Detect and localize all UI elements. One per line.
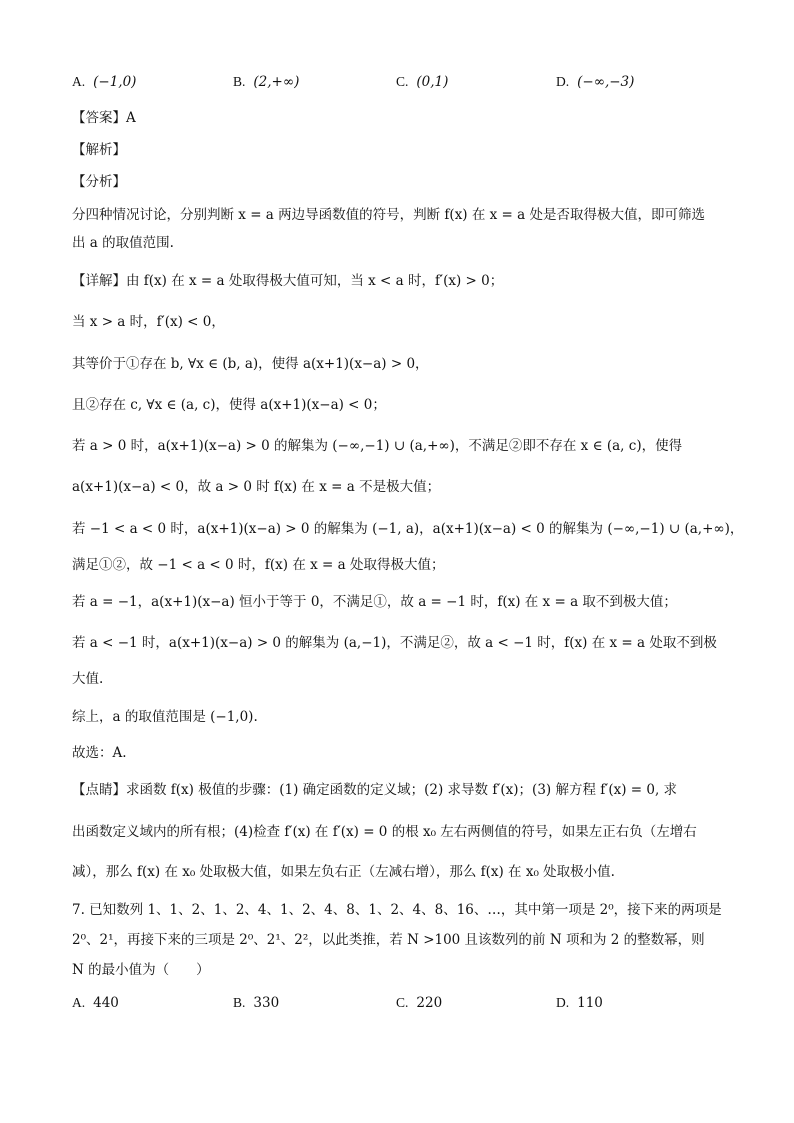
option-label: C. bbox=[396, 995, 409, 1010]
answer-line: 【答案】A bbox=[72, 110, 136, 126]
option-a bbox=[72, 72, 136, 92]
fenxi-heading: 【分析】 bbox=[72, 174, 126, 190]
question-7-line: N 的最小值为（ ） bbox=[72, 962, 210, 978]
option-value: 110 bbox=[577, 995, 603, 1011]
detail-line: 若 a = −1，a(x+1)(x−a) 恒小于等于 0，不满足①，故 a = −1 时，f(x) 在 x = a 取不到极大值； bbox=[72, 594, 677, 610]
analysis-heading: 【解析】 bbox=[72, 142, 126, 158]
option-value: (−1,0) bbox=[93, 74, 137, 90]
detail-line: 故选：A. bbox=[72, 745, 127, 761]
option-value: 220 bbox=[416, 995, 443, 1011]
dianjing-line: 减），那么 f(x) 在 x₀ 处取极大值，如果左负右正（左减右增），那么 f(x) 在 x₀ 处取极小值. bbox=[72, 864, 615, 880]
option-label: A. bbox=[72, 74, 86, 89]
fenxi-line: 出 a 的取值范围. bbox=[72, 235, 174, 251]
option-value: (0,1) bbox=[416, 74, 449, 90]
option-label: C. bbox=[396, 74, 409, 89]
q7-option-b bbox=[233, 993, 279, 1013]
option-value: (2,+∞) bbox=[253, 74, 300, 90]
question-7-line: 7. 已知数列 1、1、2、1、2、4、1、2、4、8、1、2、4、8、16、…，其中第一项是 2⁰，接下来的两项是 bbox=[72, 902, 722, 918]
fenxi-line: 分四种情况讨论，分别判断 x = a 两边导函数值的符号，判断 f(x) 在 x = a 处是否取得极大值，即可筛选 bbox=[72, 207, 706, 223]
option-c bbox=[396, 72, 448, 92]
detail-line: 满足①②，故 −1 < a < 0 时，f(x) 在 x = a 处取得极大值； bbox=[72, 557, 445, 573]
dianjing-line: 【点睛】求函数 f(x) 极值的步骤：(1) 确定函数的定义域；(2) 求导数 f′(x)；(3) 解方程 f′(x) = 0, 求 bbox=[72, 782, 678, 798]
q7-option-a bbox=[72, 993, 119, 1013]
dianjing-line: 出函数定义域内的所有根；(4)检查 f′(x) 在 f′(x) = 0 的根 x₀ 左右两侧值的符号，如果左正右负（左增右 bbox=[72, 824, 697, 840]
detail-line: 当 x > a 时，f′(x) < 0， bbox=[72, 314, 225, 330]
detail-line: 若 a > 0 时，a(x+1)(x−a) > 0 的解集为 (−∞,−1) ∪ (a,+∞)，不满足②即不存在 x ∈ (a, c)，使得 bbox=[72, 438, 683, 454]
option-value: 330 bbox=[253, 995, 280, 1011]
question-7-line: 2⁰、2¹，再接下来的三项是 2⁰、2¹、2²，以此类推，若 N >100 且该数列的前 N 项和为 2 的整数幂，则 bbox=[72, 932, 705, 948]
option-label: B. bbox=[233, 995, 246, 1010]
detail-line: 其等价于①存在 b, ∀x ∈ (b, a)，使得 a(x+1)(x−a) > 0， bbox=[72, 356, 429, 372]
detail-line: 若 −1 < a < 0 时，a(x+1)(x−a) > 0 的解集为 (−1, a)，a(x+1)(x−a) < 0 的解集为 (−∞,−1) ∪ (a,+∞)， bbox=[72, 521, 744, 537]
q7-option-c bbox=[396, 993, 442, 1013]
option-value: 440 bbox=[93, 995, 119, 1011]
option-b bbox=[233, 72, 299, 92]
option-value: (−∞,−3) bbox=[577, 74, 635, 90]
detail-line: 大值. bbox=[72, 671, 104, 687]
detail-line: a(x+1)(x−a) < 0，故 a > 0 时 f(x) 在 x = a 不是极大值； bbox=[72, 479, 441, 495]
detail-line: 【详解】由 f(x) 在 x = a 处取得极大值可知，当 x < a 时，f′(x) > 0； bbox=[72, 273, 504, 289]
detail-line: 综上，a 的取值范围是 (−1,0). bbox=[72, 709, 258, 725]
option-label: A. bbox=[72, 995, 86, 1010]
option-label: D. bbox=[556, 74, 570, 89]
detail-line: 若 a < −1 时，a(x+1)(x−a) > 0 的解集为 (a,−1)，不满足②，故 a < −1 时，f(x) 在 x = a 处取不到极 bbox=[72, 635, 717, 651]
q7-option-d bbox=[556, 993, 603, 1013]
detail-line: 且②存在 c, ∀x ∈ (a, c)，使得 a(x+1)(x−a) < 0； bbox=[72, 397, 386, 413]
option-label: B. bbox=[233, 74, 246, 89]
option-d bbox=[556, 72, 634, 92]
option-label: D. bbox=[556, 995, 570, 1010]
